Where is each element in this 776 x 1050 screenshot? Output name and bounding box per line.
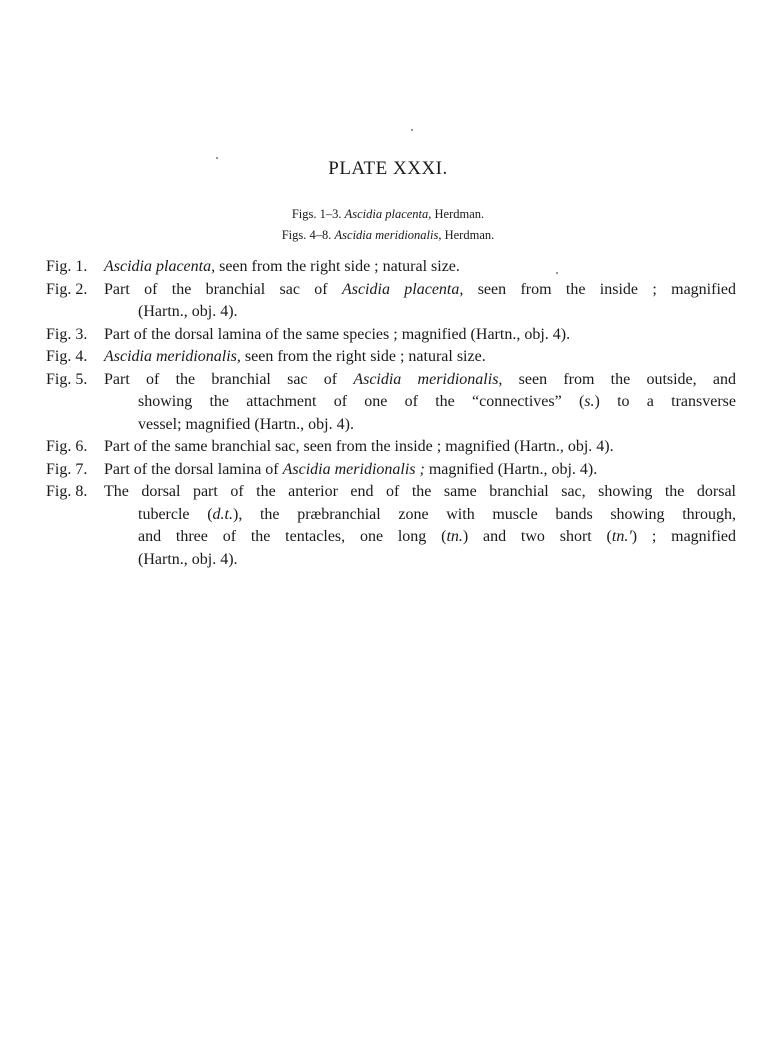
- figure-description: Part of the dorsal lamina of Ascidia meridionalis ; magnified (Hartn., obj. 4).: [104, 460, 598, 478]
- figure-entry: [46, 324, 736, 347]
- figure-entry: [46, 369, 736, 437]
- figure-number: Fig. 1.: [46, 258, 88, 275]
- speck: [411, 129, 413, 131]
- figure-entry: [46, 256, 736, 279]
- figure-list: [46, 256, 736, 571]
- figure-description: Ascidia meridionalis, seen from the right side ; natural size.: [104, 348, 486, 365]
- figure-description: The dorsal part of the anterior end of the same branchial sac, showing the dorsal tubercle (d.t.), the præbranchial zone with muscle bands showing through, and three of the tentacles, one long (tn.) and two short (tn.') ; magnified (Hartn., obj. 4).: [104, 483, 737, 568]
- species-caption: Figs. 1–3. Ascidia placenta, Herdman.: [291, 207, 485, 221]
- figure-entry: [46, 481, 736, 571]
- figure-entry: [46, 346, 736, 369]
- figure-description: Part of the branchial sac of Ascidia meridionalis, seen from the outside, and showing the attachment of one of the “connectives” (s.) to a transverse vessel; magnified (Hartn., obj. 4).: [104, 370, 737, 433]
- figure-description: Part of the same branchial sac, seen from the inside ; magnified (Hartn., obj. 4).: [104, 438, 614, 455]
- figure-description: Part of the dorsal lamina of the same species ; magnified (Hartn., obj. 4).: [104, 325, 571, 343]
- figure-description: Part of the branchial sac of Ascidia placenta, seen from the inside ; magnified (Hartn., obj. 4).: [104, 280, 736, 320]
- figure-number: Fig. 3.: [46, 325, 88, 343]
- figure-number: Fig. 5.: [46, 370, 88, 388]
- figure-number: Fig. 8.: [46, 483, 88, 500]
- species-caption: Figs. 4–8. Ascidia meridionalis, Herdman.: [281, 228, 495, 242]
- plate-title: PLATE XXXI.: [328, 158, 448, 179]
- figure-number: Fig. 7.: [46, 460, 88, 478]
- figure-entry: [46, 459, 736, 482]
- figure-number: Fig. 4.: [46, 348, 88, 365]
- figure-number: Fig. 2.: [46, 280, 88, 298]
- figure-entry: [46, 436, 736, 459]
- figure-entry: [46, 279, 736, 324]
- figure-number: Fig. 6.: [46, 438, 88, 455]
- figure-description: Ascidia placenta, seen from the right side ; natural size.: [104, 258, 460, 275]
